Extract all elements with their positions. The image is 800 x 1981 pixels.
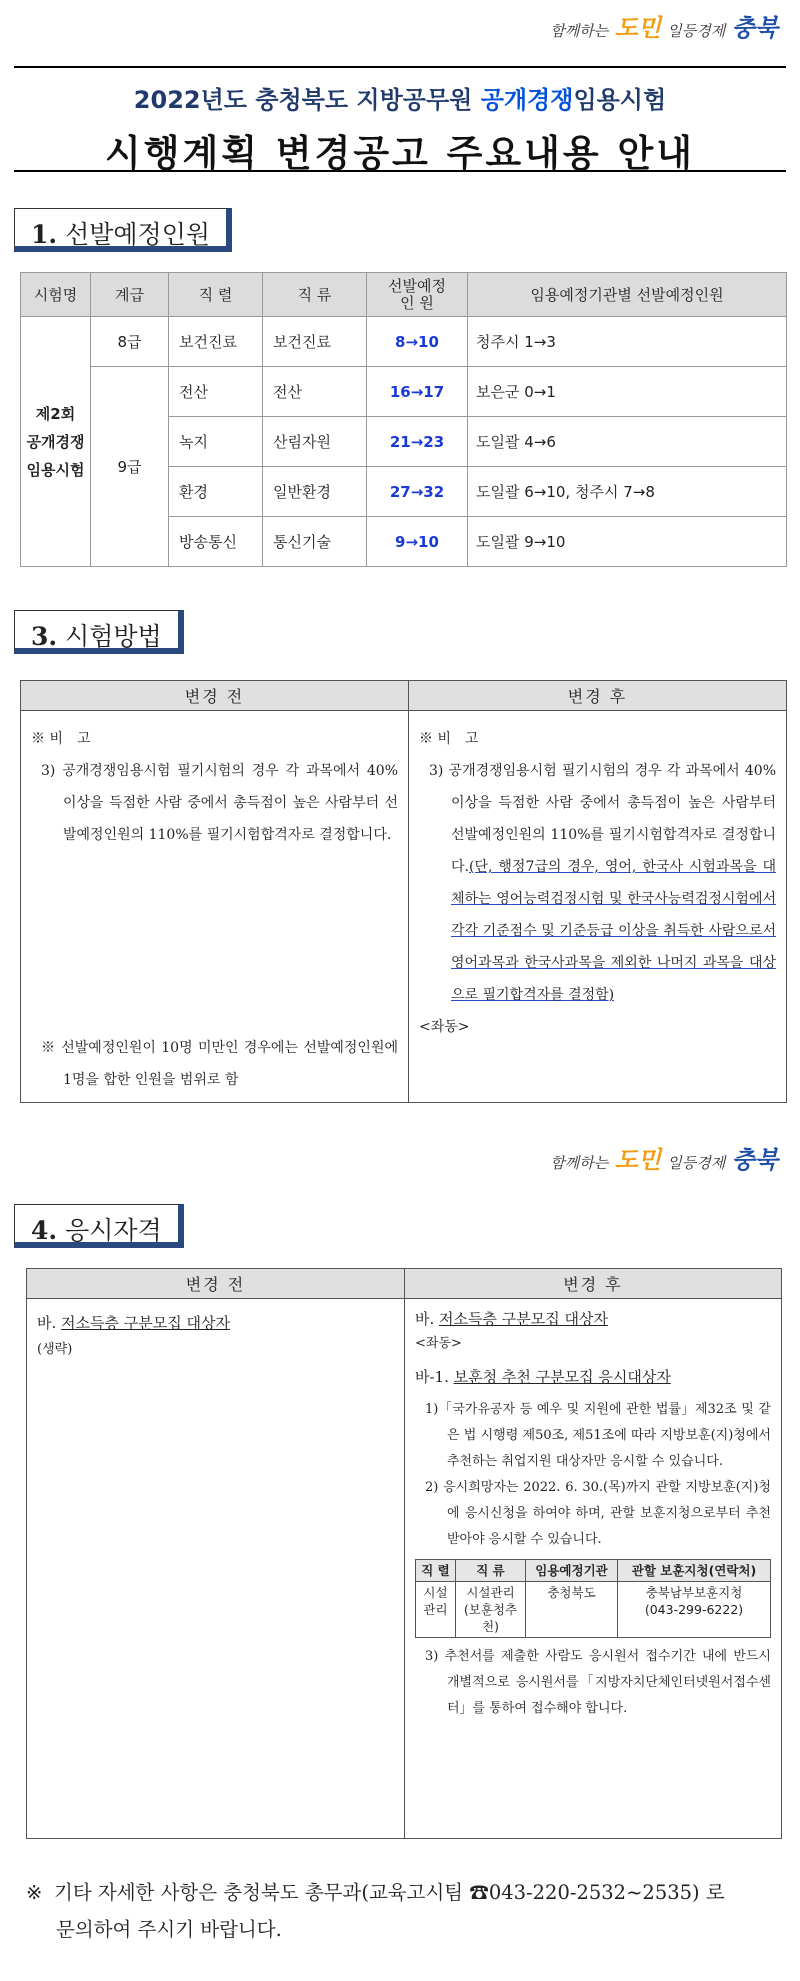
header-series: 직 렬 [169, 273, 263, 317]
after-cell [409, 711, 787, 1103]
after-same: <좌동> [415, 1336, 462, 1351]
veterans-table [415, 1559, 771, 1638]
table-header-row [21, 681, 787, 711]
table-row: 시설 관리 시설관리 (보훈청추천) 충청북도 충북남부보훈지청 (043-299-6222) [416, 1582, 771, 1638]
count-cell: 16→17 [367, 367, 468, 417]
type-cell: 전산 [263, 367, 367, 417]
after-title: 바. 저소득층 구분모집 대상자 [415, 1310, 608, 1328]
header-before: 변경 전 [27, 1269, 405, 1299]
before-item: 3) 공개경쟁임용시험 필기시험의 경우 각 과목에서 40% 이상을 득점한 사람 중에서 총득점이 높은 사람부터 선발예정인원의 110%를 필기시험합격자로 결정합니다. [41, 763, 398, 843]
after-subtitle: 바-1. 보훈청 추천 구분모집 응시대상자 [415, 1368, 671, 1386]
footer-line-1: 기타 자세한 사항은 충청북도 총무과(교육고시팀 ☎043-220-2532~2535) 로 [54, 1881, 725, 1904]
header-count: 선발예정 인 원 [367, 273, 468, 317]
alloc-cell: 보은군 0→1 [468, 367, 787, 417]
header-alloc: 임용예정기관별 선발예정인원 [468, 273, 787, 317]
grade-cell: 8급 [91, 317, 169, 367]
footer-line-2: 문의하여 주시기 바랍니다. [56, 1918, 282, 1941]
table-row [27, 1299, 782, 1839]
count-cell: 8→10 [367, 317, 468, 367]
after-item-3: 3) 추천서를 제출한 사람도 응시원서 접수기간 내에 반드시 개별적으로 응시원서를「지방자치단체인터넷원서접수센터」를 통하여 접수해야 합니다. [425, 1649, 771, 1716]
after-cell [405, 1299, 782, 1839]
exam-name: 제2회 공개경쟁 임용시험 [21, 317, 91, 567]
table-row [21, 367, 787, 417]
series-cell: 보건진료 [169, 317, 263, 367]
header-grade: 계급 [91, 273, 169, 317]
eligibility-table [26, 1268, 782, 1839]
header-exam: 시험명 [21, 273, 91, 317]
series-cell: 방송통신 [169, 517, 263, 567]
header-before: 변경 전 [21, 681, 409, 711]
header-after: 변경 후 [409, 681, 787, 711]
type-cell: 보건진료 [263, 317, 367, 367]
page-subtitle: 2022년도 충청북도 지방공무원 공개경쟁임용시험 [133, 86, 667, 114]
alloc-cell: 도일괄 9→10 [468, 517, 787, 567]
type-cell: 일반환경 [263, 467, 367, 517]
after-item-2: 2) 응시희망자는 2022. 6. 30.(목)까지 관할 지방보훈(지)청에 응시신청을 하여야 하며, 관할 보훈지청으로부터 추천받아야 응시할 수 있습니다. [425, 1480, 771, 1547]
after-item-change: (단, 행정7급의 경우, 영어, 한국사 시험과목을 대체하는 영어능력검정시험 및 한국사능력검정시험에서 각각 기준점수 및 기준등급 이상을 취득한 사람으로서 영어과목과 한국사과목을 제외한 나머지 과목을 대상으로 필기합격자를 결정함) [451, 859, 776, 1003]
series-cell: 녹지 [169, 417, 263, 467]
before-cell [21, 711, 409, 1103]
alloc-cell: 청주시 1→3 [468, 317, 787, 367]
after-item-1: 1)「국가유공자 등 예우 및 지원에 관한 법률」제32조 및 같은 법 시행령 제50조, 제51조에 따라 지방보훈(지)청에서 추천하는 취업지원 대상자만 응시할 수 있습니다. [425, 1402, 771, 1469]
alloc-cell: 도일괄 6→10, 청주시 7→8 [468, 467, 787, 517]
table-header-row [27, 1269, 782, 1299]
header-type: 직 류 [263, 273, 367, 317]
table-row [21, 711, 787, 1103]
page-title: 시행계획 변경공고 주요내용 안내 [104, 132, 696, 175]
before-cell [27, 1299, 405, 1839]
title-box [14, 66, 786, 175]
section-heading-4: 4. 응시자격 [14, 1204, 184, 1248]
before-title: 바. 저소득층 구분모집 대상자 [37, 1314, 230, 1332]
footer-note: ※ 기타 자세한 사항은 충청북도 총무과(교육고시팀 ☎043-220-2532~2535) 로 문의하여 주시기 바랍니다. [26, 1874, 786, 1948]
grade-cell: 9급 [91, 367, 169, 567]
type-cell: 산림자원 [263, 417, 367, 467]
header-after: 변경 후 [405, 1269, 782, 1299]
type-cell: 통신기술 [263, 517, 367, 567]
recruitment-table [20, 272, 787, 567]
count-cell: 9→10 [367, 517, 468, 567]
count-cell: 27→32 [367, 467, 468, 517]
before-sub: (생략) [37, 1342, 73, 1357]
section-heading-1: 1. 선발예정인원 [14, 208, 232, 252]
after-item: 3) 공개경쟁임용시험 필기시험의 경우 각 과목에서 40% 이상을 득점한 사람 중에서 총득점이 높은 사람부터 선발예정인원의 110%를 필기시험합격자로 결정합니다.(단, 행정7급의 경우, 영어, 한국사 시험과목을 대체하는 영어능력검정시험 및 한국사능력검정시험에서 각각 기준점수 및 기준등급 이상을 취득한 사람으로서 영어과목과 한국사과목을 제외한 나머지 과목을 대상으로 필기합격자를 결정함) [429, 763, 776, 1003]
table-header-row: 직 렬 직 류 임용예정기관 관할 보훈지청(연락처) [416, 1560, 771, 1582]
logo: 함께하는 도민 일등경제 충북 [550, 1145, 778, 1174]
count-cell: 21→23 [367, 417, 468, 467]
table-row [21, 317, 787, 367]
table-header-row [21, 273, 787, 317]
series-cell: 환경 [169, 467, 263, 517]
series-cell: 전산 [169, 367, 263, 417]
logo: 함께하는 도민 일등경제 충북 [550, 13, 778, 42]
before-note: ※ 선발예정인원이 10명 미만인 경우에는 선발예정인원에 1명을 합한 인원을 범위로 함 [41, 1040, 398, 1088]
exam-method-table [20, 680, 787, 1103]
alloc-cell: 도일괄 4→6 [468, 417, 787, 467]
note-label: ※ 비 고 [31, 731, 91, 747]
section-heading-3: 3. 시험방법 [14, 610, 184, 654]
after-same: <좌동> [419, 1019, 470, 1035]
note-label: ※ 비 고 [419, 731, 479, 747]
